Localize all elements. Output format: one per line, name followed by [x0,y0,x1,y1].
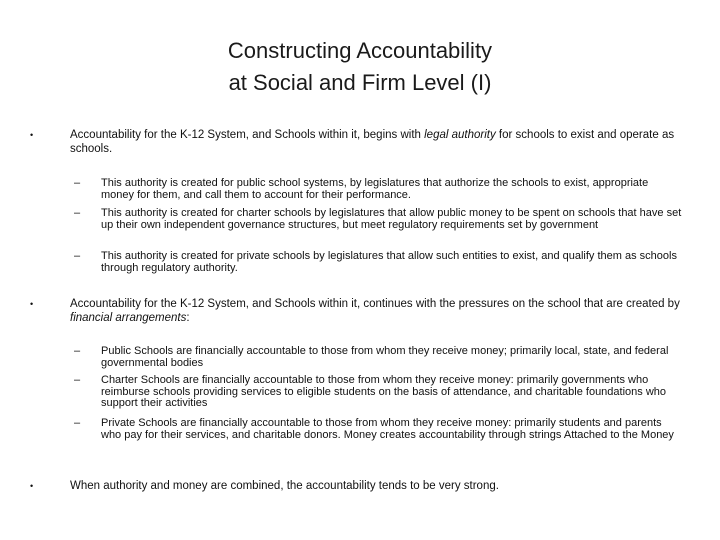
sub-bullet-charter-financial [74,375,684,410]
bullet-text-start: Accountability for the K-12 System, and Schools within it, continues with the pressures on the school that are created by [70,298,680,310]
dash-marker: – [74,177,81,189]
sub-bullet-private-authority [74,251,684,274]
title-line-1: Constructing Accountability [227,38,493,63]
bullet-authority-and-money [30,479,680,493]
dash-marker: – [74,250,81,262]
sub-bullet-text: This authority is created for public school systems, by legislatures that authorize the schools to exist, appropriate money for them, and call them to account for their performance. [101,177,649,201]
bullet-marker: • [30,130,34,140]
emphasis-financial-arrangements: financial arrangements [70,312,187,324]
title-line-2: at Social and Firm Level (I) [228,70,492,95]
emphasis-legal-authority: legal authority [424,129,496,141]
bullet-legal-authority [30,128,680,156]
bullet-text-start: Accountability for the K-12 System, and Schools within it, begins with [70,129,425,141]
dash-marker: – [74,417,81,429]
bullet-marker: • [30,299,34,309]
bullet-text [70,297,680,325]
dash-marker: – [74,207,81,219]
sub-bullet-text: Private Schools are financially accountable to those from whom they receive money: primarily students and parents who pay for their services, and charitable donors. Money creates accountability through strings Attached to the Money [101,417,674,441]
sub-bullet-text: Charter Schools are financially accountable to those from whom they receive money: primarily governments who reimburse schools providing services to eligible students on the basis of attendance, and charitable foundations who support their activities [101,374,667,409]
slide-title [100,35,620,99]
bullet-text-end: : [186,312,190,324]
sub-bullet-public-authority [74,178,684,201]
sub-bullet-charter-authority [74,208,684,231]
sub-bullet-private-financial [74,418,684,441]
dash-marker: – [74,374,81,386]
sub-bullet-text: This authority is created for private schools by legislatures that allow such entities to exist, and qualify them as schools through regulatory authority. [101,250,677,274]
sub-bullet-text: Public Schools are financially accountable to those from whom they receive money; primarily local, state, and federal governmental bodies [101,345,669,369]
bullet-financial-arrangements [30,297,680,325]
bullet-text [70,128,680,156]
bullet-text: When authority and money are combined, the accountability tends to be very strong. [70,480,499,492]
bullet-marker: • [30,481,34,491]
dash-marker: – [74,345,81,357]
bullet-text-end: for schools to exist and operate as schools. [70,129,675,155]
sub-bullet-text: This authority is created for charter schools by legislatures that allow public money to be spent on schools that have set up their own independent governance structures, but meet regulatory requirements set by government [101,207,682,231]
sub-bullet-public-financial [74,346,684,369]
